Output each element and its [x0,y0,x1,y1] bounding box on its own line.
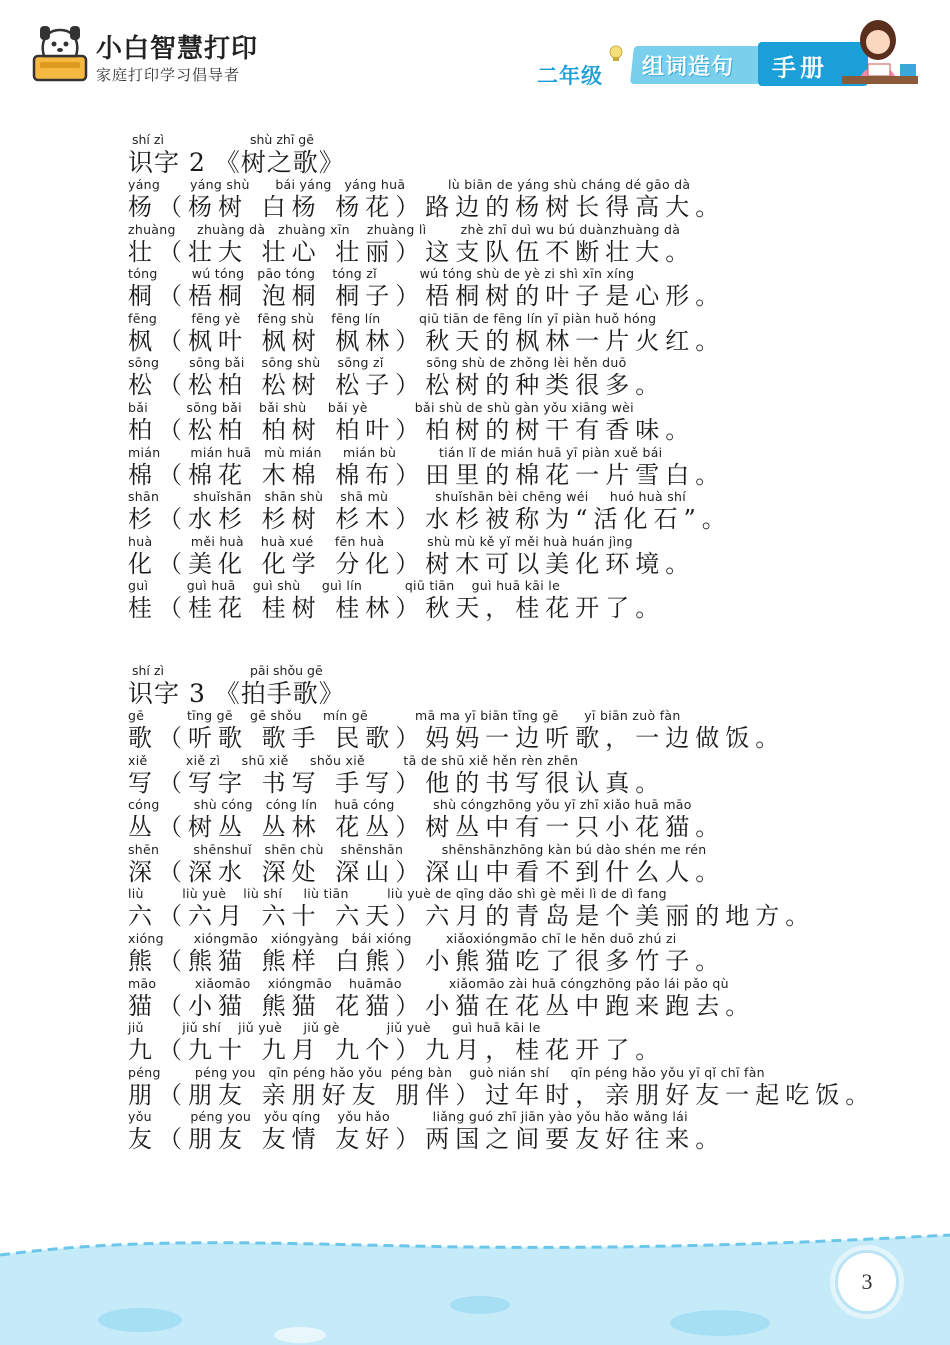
title-pinyin-text: shí zì [132,132,164,147]
title-pinyin-text: pāi shǒu gē [250,662,323,678]
entry-pinyin: shān shuǐshān shān shù shā mù shuǐshān bèi chēng wéi huó huà shí [128,489,686,505]
title-pinyin-text: shí zì [132,662,164,678]
entry-pinyin: mián mián huā mù mián mián bù tián lǐ de mián huā yī piàn xuě bái [128,444,663,460]
word-entry [128,931,918,976]
entry-sentence: 友（朋友 友情 友好）两国之间要友好往来。 [128,1125,726,1154]
entry-pinyin: yǒu péng you yǒu qíng yǒu hǎo liǎng guó zhī jiān yào yǒu hǎo wǎng lái [128,1109,688,1125]
entry-sentence: 壮（壮大 壮心 壮丽）这支队伍不断壮大。 [128,237,696,266]
entry-sentence: 松（松柏 松树 松子）松树的种类很多。 [128,371,666,400]
word-entry [128,1020,918,1065]
entry-pinyin: cóng shù cóng cóng lín huā cóng shù cóngzhōng yǒu yī zhī xiǎo huā māo [128,797,692,813]
entry-pinyin: sōng sōng bǎi sōng shù sōng zǐ sōng shù de zhǒng lèi hěn duō [128,355,627,371]
title-pinyin-text: shù zhī gē [250,132,314,147]
entry-pinyin: tóng wú tóng pāo tóng tóng zǐ wú tóng shù de yè zi shì xīn xíng [128,266,635,282]
entry-pinyin: bǎi sōng bǎi bǎi shù bǎi yè bǎi shù de shù gàn yǒu xiāng wèi [128,399,634,415]
word-entry [128,797,918,842]
entry-pinyin: shēn shēnshuǐ shēn chù shēnshān shēnshānzhōng kàn bú dào shén me rén [128,841,707,857]
sky-footer [0,1215,950,1345]
lightbulb-icon [607,44,625,66]
entry-pinyin: gē tīng gē gē shǒu mín gē mā ma yī biān tīng gē yī biān zuò fàn [128,707,681,723]
word-entry [128,266,918,311]
entry-pinyin: péng péng you qīn péng hǎo yǒu péng bàn guò nián shí qīn péng hǎo yǒu yī qǐ chī fàn [128,1064,765,1080]
word-entry [128,222,918,267]
dog-logo-icon [30,22,90,84]
entry-pinyin: yáng yáng shù bái yáng yáng huā lù biān de yáng shù cháng dé gāo dà [128,177,691,192]
reading-girl-icon [838,18,920,86]
entry-pinyin: fēng fēng yè fēng shù fēng lín qiū tiān de fēng lín yī piàn huǒ hóng [128,310,657,326]
banner-main-text: 组词造句 [642,55,735,80]
entry-pinyin: jiǔ jiǔ shí jiǔ yuè jiǔ gè jiǔ yuè guì huā kāi le [128,1020,541,1036]
lesson-title: 识字 2 《树之歌》 [128,148,345,177]
entry-sentence: 杉（水杉 杉树 杉木）水杉被称为“活化石”。 [128,505,732,534]
entry-sentence: 柏（松柏 柏树 柏叶）柏树的树干有香味。 [128,415,696,444]
brand-slogan: 家庭打印学习倡导者 [96,66,241,84]
entry-sentence: 丛（树丛 丛林 花丛）树丛中有一只小花猫。 [128,813,726,842]
lesson-title-pinyin [128,132,918,148]
word-entry [128,400,918,445]
entry-sentence: 六（六月 六十 六天）六月的青岛是个美丽的地方。 [128,902,816,931]
entry-sentence: 枫（枫叶 枫树 枫林）秋天的枫林一片火红。 [128,326,726,355]
entry-pinyin: māo xiǎomāo xióngmāo huāmāo xiǎomāo zài huā cóngzhōng pǎo lái pǎo qù [128,975,729,991]
word-entry [128,976,918,1021]
lesson-title-pinyin [128,663,918,679]
word-entry [128,578,918,623]
entry-sentence: 化（美化 化学 分化）树木可以美化环境。 [128,549,696,578]
word-entry [128,445,918,490]
grade-label: 二年级 [537,64,603,88]
word-entry [128,1065,918,1110]
brand-name: 小白智慧打印 [96,34,259,64]
entry-sentence: 朋（朋友 亲朋好友 朋伴）过年时，亲朋好友一起吃饭。 [128,1080,876,1109]
word-entry [128,1109,918,1154]
entry-sentence: 歌（听歌 歌手 民歌）妈妈一边听歌，一边做饭。 [128,723,786,752]
word-entry [128,355,918,400]
entry-pinyin: zhuàng zhuàng dà zhuàng xīn zhuàng lì zhè zhī duì wu bú duànzhuàng dà [128,221,681,237]
entry-sentence: 杨（杨树 白杨 杨花）路边的杨树长得高大。 [128,193,726,221]
entry-pinyin: xiě xiě zì shū xiě shǒu xiě tā de shū xiě hěn rèn zhēn [128,752,579,768]
word-entry [128,177,918,222]
page-number: 3 [835,1250,899,1314]
entry-sentence: 棉（棉花 木棉 棉布）田里的棉花一片雪白。 [128,460,726,489]
lesson-title: 识字 3 《拍手歌》 [128,678,345,708]
word-entry [128,886,918,931]
entry-sentence: 写（写字 书写 手写）他的书写很认真。 [128,768,666,797]
entry-sentence: 九（九十 九月 九个）九月，桂花开了。 [128,1036,666,1065]
banner-sub-text: 手册 [772,54,828,82]
word-entry [128,842,918,887]
lesson-section [128,132,918,623]
word-entry [128,534,918,579]
entry-pinyin: guì guì huā guì shù guì lín qiū tiān guì huā kāi le [128,578,561,594]
word-entry [128,753,918,798]
word-entry [128,708,918,753]
entry-pinyin: xióng xióngmāo xióngyàng bái xióng xiǎoxióngmāo chī le hěn duō zhú zi [128,930,677,946]
entry-sentence: 猫（小猫 熊猫 花猫）小猫在花丛中跑来跑去。 [128,991,756,1020]
entry-pinyin: liù liù yuè liù shí liù tiān liù yuè de qīng dǎo shì gè měi lì de dì fang [128,886,667,902]
word-list-content [128,132,918,1194]
entry-sentence: 桂（桂花 桂树 桂林）秋天，桂花开了。 [128,594,666,623]
entry-sentence: 熊（熊猫 熊样 白熊）小熊猫吃了很多竹子。 [128,946,726,975]
entry-sentence: 桐（梧桐 泡桐 桐子）梧桐树的叶子是心形。 [128,282,726,311]
lesson-section [128,663,918,1154]
entry-pinyin: huà měi huà huà xué fēn huà shù mù kě yǐ měi huà huán jìng [128,533,633,549]
brand [30,22,290,86]
word-entry [128,489,918,534]
entry-sentence: 深（深水 深处 深山）深山中看不到什么人。 [128,857,726,886]
word-entry [128,311,918,356]
